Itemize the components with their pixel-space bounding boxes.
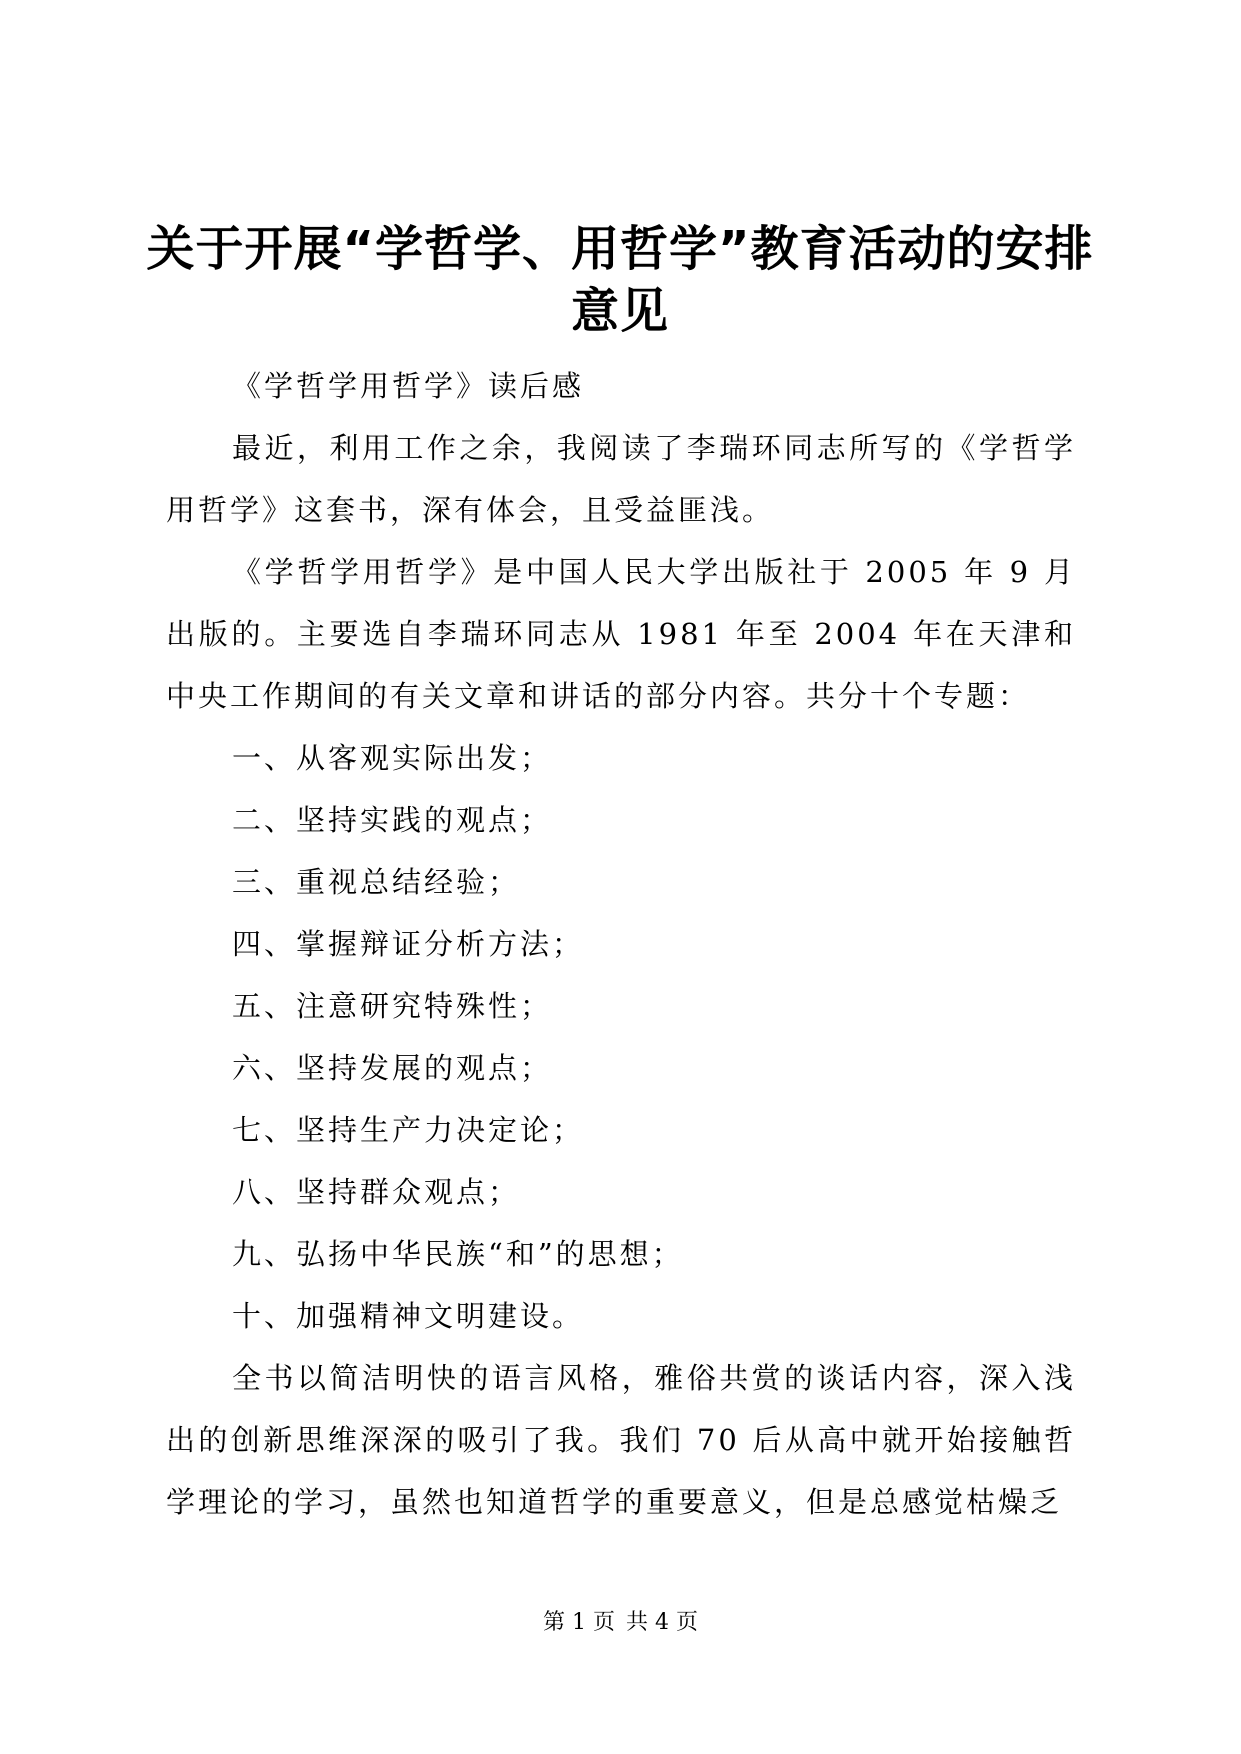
topic-list-item: 九、弘扬中华民族“和”的思想； <box>232 1237 684 1271</box>
topic-list-item: 六、坚持发展的观点； <box>232 1051 553 1085</box>
topic-list-item: 七、坚持生产力决定论； <box>232 1113 585 1147</box>
subtitle-paragraph: 《学哲学用哲学》读后感 <box>232 369 585 403</box>
document-body <box>166 355 1076 1533</box>
title-line-2: 意见 <box>570 283 669 339</box>
body-paragraph: 全书以简洁明快的语言风格，雅俗共赏的谈话内容，深入浅出的创新思维深深的吸引了我。我们 70 后从高中就开始接触哲学理论的学习，虽然也知道哲学的重要意义，但是总感觉枯燥乏 <box>166 1361 1076 1519</box>
document-title <box>140 218 1100 342</box>
page-footer <box>0 1608 1241 1638</box>
topic-list-item: 五、注意研究特殊性； <box>232 989 553 1023</box>
title-line-1: 关于开展“学哲学、用哲学”教育活动的安排 <box>146 221 1094 277</box>
topic-list-item: 十、加强精神文明建设。 <box>232 1299 585 1333</box>
topic-list-item: 三、重视总结经验； <box>232 865 521 899</box>
page-total: 共 4 页 <box>626 1610 698 1635</box>
body-paragraph: 最近，利用工作之余，我阅读了李瑞环同志所写的《学哲学用哲学》这套书，深有体会，且受益匪浅。 <box>166 431 1076 527</box>
page-number: 第 1 页 <box>543 1610 615 1635</box>
topic-list-item: 一、从客观实际出发； <box>232 741 553 775</box>
body-paragraph: 《学哲学用哲学》是中国人民大学出版社于 2005 年 9 月出版的。主要选自李瑞环同志从 1981 年至 2004 年在天津和中央工作期间的有关文章和讲话的部分内容。共分十个专题： <box>166 555 1076 713</box>
topic-list-item: 八、坚持群众观点； <box>232 1175 521 1209</box>
topic-list-item: 二、坚持实践的观点； <box>232 803 553 837</box>
topic-list-item: 四、掌握辩证分析方法； <box>232 927 585 961</box>
